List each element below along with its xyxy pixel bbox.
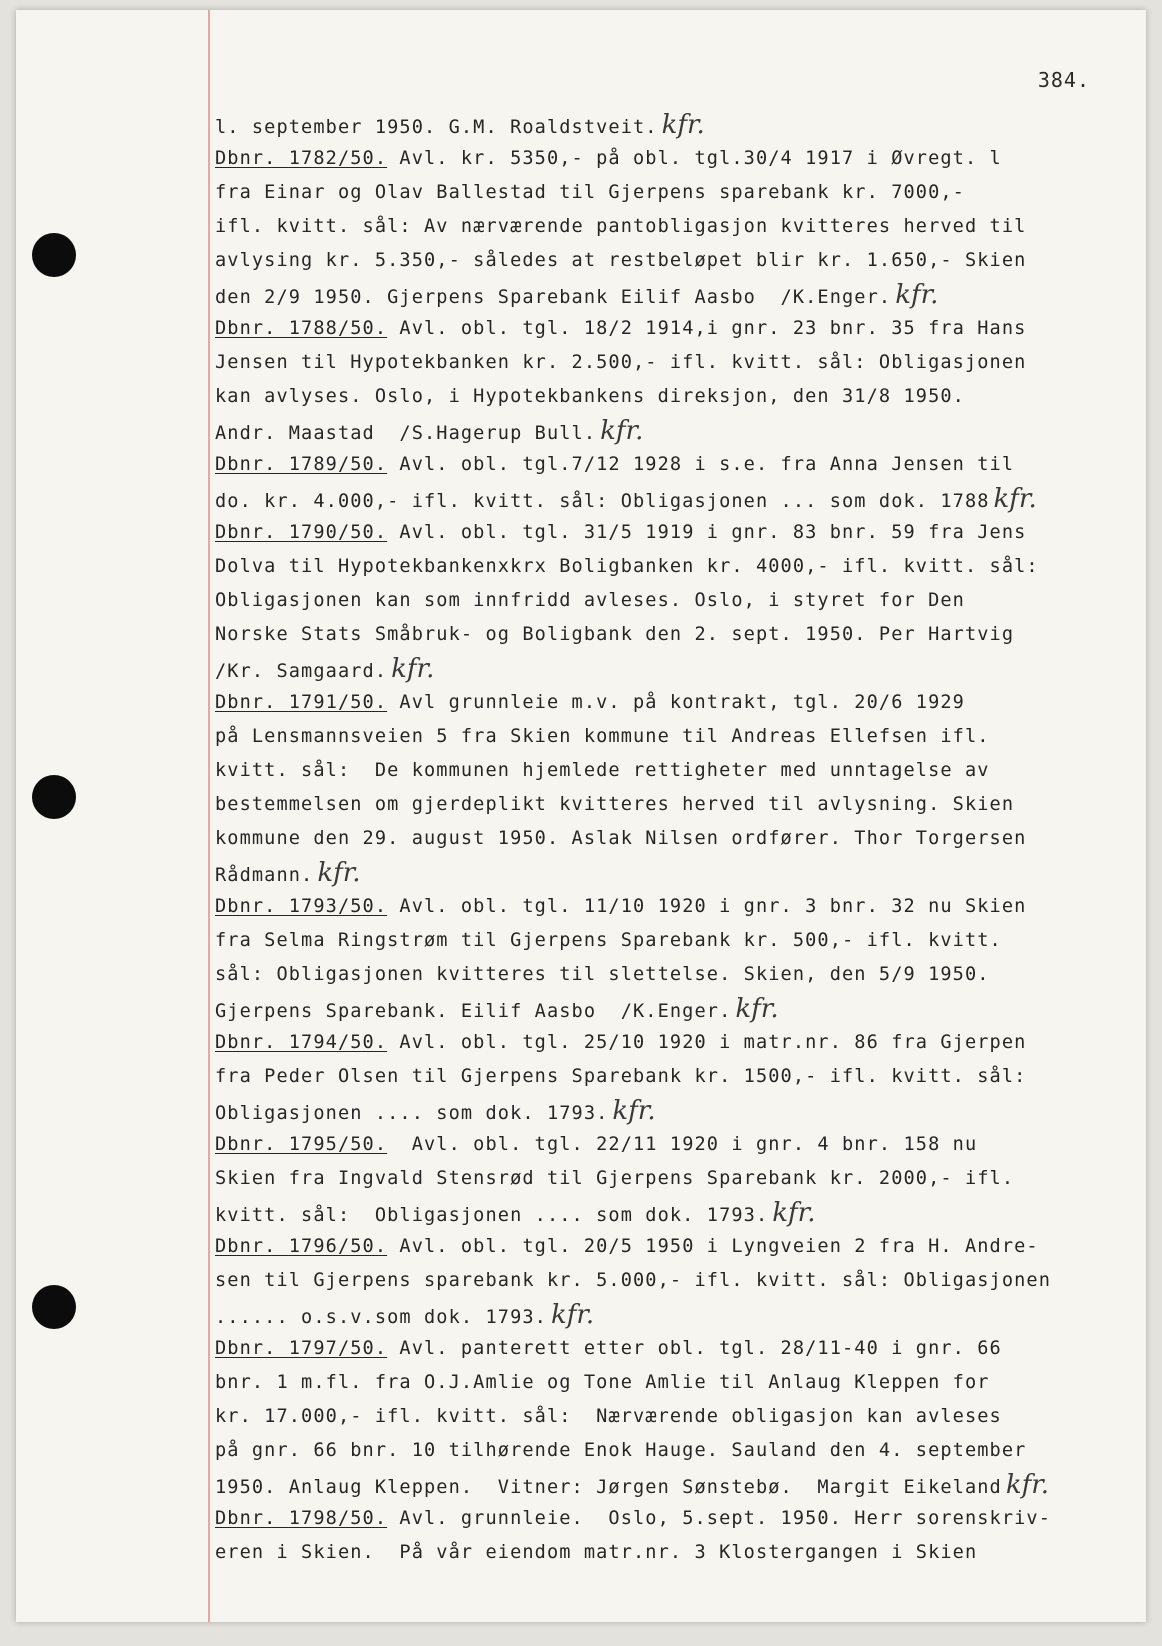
line-text: Avl. obl. tgl. 18/2 1914,i gnr. 23 bnr. 35 fra Hans: [387, 318, 1027, 339]
line-text: Andr. Maastad /S.Hagerup Bull.: [215, 423, 597, 444]
line-text: fra Einar og Olav Ballestad til Gjerpens sparebank kr. 7000,-: [215, 182, 965, 203]
entry-number: Dbnr. 1790/50.: [215, 522, 388, 543]
line-text: Rådmann.: [215, 865, 314, 886]
text-line: [215, 1434, 1146, 1468]
text-line: [215, 176, 1146, 210]
line-text: bestemmelsen om gjerdeplikt kvitteres herved til avlysning. Skien: [215, 794, 1015, 815]
line-text: Norske Stats Småbruk- og Boligbank den 2. sept. 1950. Per Hartvig: [215, 624, 1015, 645]
entry-number: Dbnr. 1798/50.: [215, 1508, 388, 1529]
handwritten-initials: kfr.: [895, 280, 939, 310]
text-line: [215, 1264, 1146, 1298]
text-line: [215, 652, 1146, 686]
line-text: på gnr. 66 bnr. 10 tilhørende Enok Hauge. Sauland den 4. september: [215, 1440, 1027, 1461]
handwritten-initials: kfr.: [772, 1198, 816, 1228]
entry-number: Dbnr. 1796/50.: [215, 1236, 388, 1257]
entry-number: Dbnr. 1793/50.: [215, 896, 388, 917]
line-text: kvitt. sål: De kommunen hjemlede rettigheter med unntagelse av: [215, 760, 990, 781]
line-text: Avl. obl. tgl. 31/5 1919 i gnr. 83 bnr. 59 fra Jens: [387, 522, 1027, 543]
line-text: sål: Obligasjonen kvitteres til slettelse. Skien, den 5/9 1950.: [215, 964, 990, 985]
line-text: den 2/9 1950. Gjerpens Sparebank Eilif Aasbo /K.Enger.: [215, 287, 892, 308]
text-line: [215, 720, 1146, 754]
line-text: Avl. obl. tgl. 11/10 1920 i gnr. 3 bnr. 32 nu Skien: [387, 896, 1027, 917]
line-text: Avl. kr. 5350,- på obl. tgl.30/4 1917 i Øvregt. l: [387, 148, 1002, 169]
line-text: bnr. 1 m.fl. fra O.J.Amlie og Tone Amlie til Anlaug Kleppen for: [215, 1372, 990, 1393]
line-text: Skien fra Ingvald Stensrød til Gjerpens Sparebank kr. 2000,- ifl.: [215, 1168, 1015, 1189]
entry-number: Dbnr. 1788/50.: [215, 318, 388, 339]
line-text: på Lensmannsveien 5 fra Skien kommune til Andreas Ellefsen ifl.: [215, 726, 990, 747]
entry-number: Dbnr. 1795/50.: [215, 1134, 388, 1155]
line-text: kr. 17.000,- ifl. kvitt. sål: Nærværende obligasjon kan avleses: [215, 1406, 1002, 1427]
handwritten-initials: kfr.: [317, 858, 361, 888]
line-text: sen til Gjerpens sparebank kr. 5.000,- ifl. kvitt. sål: Obligasjonen: [215, 1270, 1052, 1291]
text-line: [215, 1196, 1146, 1230]
text-line: [215, 1468, 1146, 1502]
line-text: kan avlyses. Oslo, i Hypotekbankens direksjon, den 31/8 1950.: [215, 386, 965, 407]
line-text: do. kr. 4.000,- ifl. kvitt. sål: Obligasjonen ... som dok. 1788: [215, 491, 990, 512]
text-line: [215, 414, 1146, 448]
line-text: Avl grunnleie m.v. på kontrakt, tgl. 20/6 1929: [387, 692, 965, 713]
line-text: Avl. obl. tgl. 25/10 1920 i matr.nr. 86 fra Gjerpen: [387, 1032, 1027, 1053]
text-line: [215, 380, 1146, 414]
text-line: [215, 482, 1146, 516]
text-line: [215, 754, 1146, 788]
ledger-page: [16, 10, 1146, 1622]
page-number: 384.: [1037, 68, 1090, 92]
line-text: Avl. obl. tgl.7/12 1928 i s.e. fra Anna Jensen til: [387, 454, 1015, 475]
handwritten-initials: kfr.: [600, 416, 644, 446]
entry-first-line: [215, 686, 1146, 720]
text-line: [215, 958, 1146, 992]
entry-first-line: [215, 1332, 1146, 1366]
text-line: [215, 1366, 1146, 1400]
line-text: ...... o.s.v.som dok. 1793.: [215, 1307, 547, 1328]
text-line: [215, 584, 1146, 618]
line-text: Avl. panterett etter obl. tgl. 28/11-40 i gnr. 66: [387, 1338, 1002, 1359]
line-text: Avl. obl. tgl. 22/11 1920 i gnr. 4 bnr. 158 nu: [387, 1134, 978, 1155]
text-line: [215, 1094, 1146, 1128]
entry-number: Dbnr. 1782/50.: [215, 148, 388, 169]
text-line: [215, 1400, 1146, 1434]
line-text: Dolva til Hypotekbankenxkrx Boligbanken kr. 4000,- ifl. kvitt. sål:: [215, 556, 1039, 577]
margin-rule: [208, 10, 210, 1622]
line-text: kommune den 29. august 1950. Aslak Nilsen ordfører. Thor Torgersen: [215, 828, 1027, 849]
line-text: avlysing kr. 5.350,- således at restbeløpet blir kr. 1.650,- Skien: [215, 250, 1027, 271]
punch-hole: [32, 233, 76, 277]
text-line: [215, 1298, 1146, 1332]
entry-first-line: [215, 890, 1146, 924]
text-line: [215, 550, 1146, 584]
text-line: [215, 924, 1146, 958]
text-line: [215, 822, 1146, 856]
entry-first-line: [215, 312, 1146, 346]
line-text: Obligasjonen .... som dok. 1793.: [215, 1103, 609, 1124]
line-text: ifl. kvitt. sål: Av nærværende pantobligasjon kvitteres herved til: [215, 216, 1027, 237]
entry-number: Dbnr. 1797/50.: [215, 1338, 388, 1359]
entry-first-line: [215, 1502, 1146, 1536]
line-text: eren i Skien. På vår eiendom matr.nr. 3 Klostergangen i Skien: [215, 1542, 978, 1563]
line-text: /Kr. Samgaard.: [215, 661, 388, 682]
entry-first-line: [215, 1026, 1146, 1060]
ledger-text: [215, 108, 1146, 1570]
line-text: Gjerpens Sparebank. Eilif Aasbo /K.Enger.: [215, 1001, 732, 1022]
text-line: [215, 1162, 1146, 1196]
punch-hole: [32, 1285, 76, 1329]
line-text: fra Peder Olsen til Gjerpens Sparebank kr. 1500,- ifl. kvitt. sål:: [215, 1066, 1027, 1087]
text-line: [215, 1536, 1146, 1570]
handwritten-initials: kfr.: [550, 1300, 595, 1330]
line-text: Avl. obl. tgl. 20/5 1950 i Lyngveien 2 fra H. Andre-: [387, 1236, 1039, 1257]
text-line: [215, 210, 1146, 244]
handwritten-initials: kfr.: [612, 1096, 656, 1126]
punch-hole: [32, 775, 76, 819]
handwritten-initials: kfr.: [735, 994, 779, 1024]
line-text: Avl. grunnleie. Oslo, 5.sept. 1950. Herr sorenskriv-: [387, 1508, 1052, 1529]
text-line: [215, 856, 1146, 890]
entry-number: Dbnr. 1794/50.: [215, 1032, 388, 1053]
text-line: [215, 108, 1146, 142]
entry-first-line: [215, 1230, 1146, 1264]
line-text: Obligasjonen kan som innfridd avleses. Oslo, i styret for Den: [215, 590, 965, 611]
line-text: 1950. Anlaug Kleppen. Vitner: Jørgen Sønstebø. Margit Eikeland: [215, 1477, 1002, 1498]
handwritten-initials: kfr.: [661, 110, 705, 140]
text-line: [215, 788, 1146, 822]
entry-first-line: [215, 448, 1146, 482]
line-text: kvitt. sål: Obligasjonen .... som dok. 1793.: [215, 1205, 769, 1226]
handwritten-initials: kfr.: [1005, 1470, 1050, 1500]
handwritten-initials: kfr.: [993, 484, 1037, 514]
line-text: fra Selma Ringstrøm til Gjerpens Sparebank kr. 500,- ifl. kvitt.: [215, 930, 1002, 951]
entry-first-line: [215, 516, 1146, 550]
text-line: [215, 278, 1146, 312]
entry-first-line: [215, 142, 1146, 176]
text-line: [215, 244, 1146, 278]
line-text: Jensen til Hypotekbanken kr. 2.500,- ifl. kvitt. sål: Obligasjonen: [215, 352, 1027, 373]
handwritten-initials: kfr.: [391, 654, 435, 684]
text-line: [215, 992, 1146, 1026]
text-line: [215, 346, 1146, 380]
entry-first-line: [215, 1128, 1146, 1162]
text-line: [215, 1060, 1146, 1094]
line-text: l. september 1950. G.M. Roaldstveit.: [215, 117, 658, 138]
text-line: [215, 618, 1146, 652]
entry-number: Dbnr. 1789/50.: [215, 454, 388, 475]
entry-number: Dbnr. 1791/50.: [215, 692, 388, 713]
